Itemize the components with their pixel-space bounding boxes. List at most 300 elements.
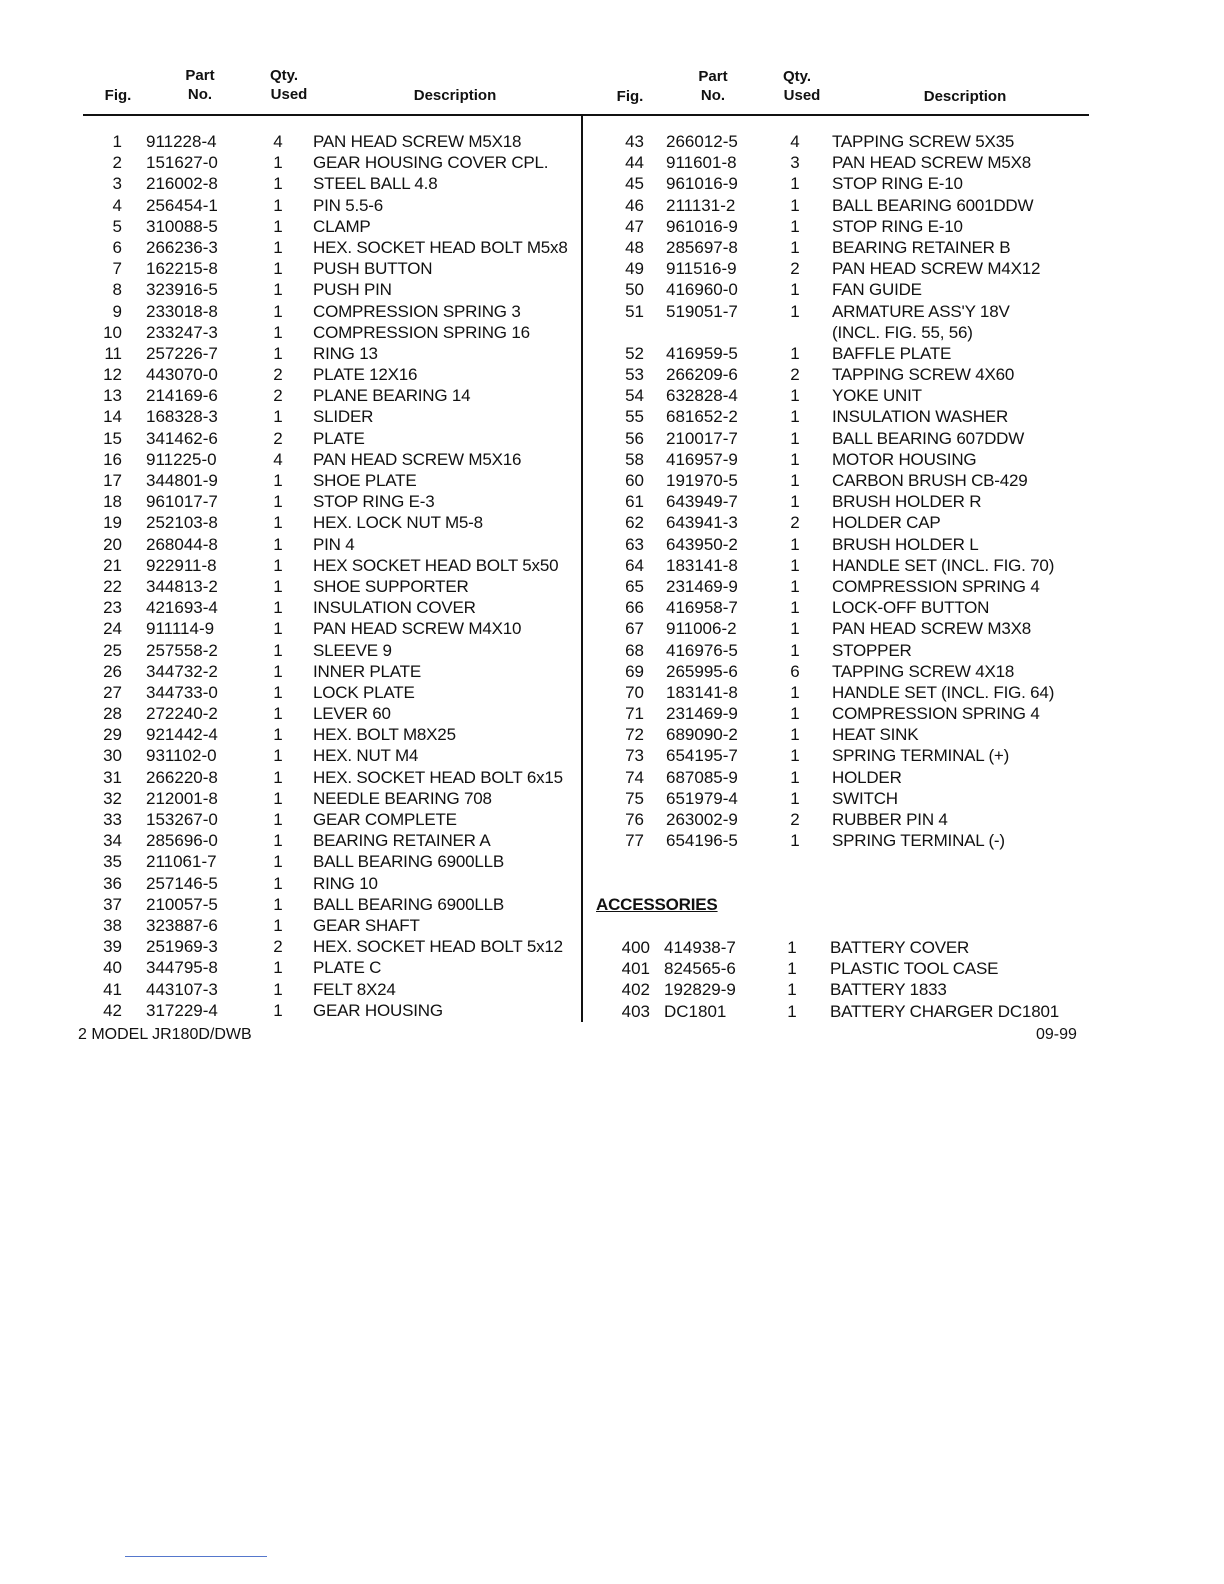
- part-description: HOLDER CAP: [832, 513, 941, 533]
- qty-used: 1: [790, 174, 800, 194]
- part-description: BAFFLE PLATE: [832, 343, 952, 363]
- part-number: 443107-3: [146, 979, 218, 999]
- part-number: 961016-9: [666, 216, 738, 236]
- qty-used: 1: [790, 704, 800, 724]
- part-description: COMPRESSION SPRING 3: [313, 301, 521, 321]
- fig-number: 70: [625, 682, 644, 702]
- part-number: 266236-3: [146, 237, 218, 257]
- part-description: SHOE PLATE: [313, 471, 417, 490]
- header-fig-right: Fig.: [616, 88, 644, 105]
- qty-used: 1: [273, 216, 283, 236]
- fig-number: 76: [625, 810, 644, 829]
- part-number: 911516-9: [666, 259, 737, 279]
- part-description: GEAR COMPLETE: [313, 810, 457, 829]
- part-number: 183141-8: [666, 682, 738, 702]
- qty-used: 1: [787, 959, 797, 979]
- fig-number: 3: [112, 174, 122, 194]
- qty-used: 1: [790, 831, 800, 851]
- fig-number: 6: [112, 237, 122, 257]
- part-number: 961016-9: [666, 174, 738, 194]
- part-number: 323916-5: [146, 280, 218, 300]
- fig-number: 73: [625, 746, 644, 766]
- part-description: RING 10: [313, 873, 378, 893]
- qty-used: 1: [273, 195, 283, 215]
- part-description: SLIDER: [313, 407, 374, 427]
- fig-number: 7: [112, 259, 122, 279]
- part-description: STOP RING E-10: [832, 174, 963, 194]
- fig-number: 14: [103, 407, 122, 427]
- part-number: 151627-0: [146, 153, 218, 173]
- part-description: RUBBER PIN 4: [832, 810, 948, 829]
- qty-used: 1: [273, 852, 283, 872]
- fig-number: 29: [103, 725, 122, 745]
- qty-used: 1: [790, 492, 800, 512]
- part-description: STEEL BALL 4.8: [313, 174, 438, 194]
- fig-number: 66: [625, 598, 644, 618]
- qty-used: 1: [790, 195, 800, 215]
- fig-number: 47: [625, 216, 644, 236]
- qty-used: 1: [790, 280, 800, 300]
- fig-number: 56: [625, 428, 644, 448]
- part-number: 654196-5: [666, 831, 738, 851]
- part-number: 317229-4: [146, 1000, 218, 1020]
- qty-used: 1: [273, 788, 283, 808]
- fig-number: 63: [625, 534, 644, 554]
- part-number: 643949-7: [666, 492, 738, 512]
- fig-number: 1: [112, 132, 122, 151]
- qty-used: 1: [273, 746, 283, 766]
- part-number: 911601-8: [666, 153, 737, 173]
- qty-used: 1: [273, 873, 283, 893]
- qty-used: 1: [790, 682, 800, 702]
- part-number: 921442-4: [146, 725, 218, 745]
- part-description: PAN HEAD SCREW M4X12: [832, 259, 1041, 279]
- fig-number: 5: [112, 216, 122, 236]
- fig-number: 55: [625, 407, 644, 427]
- qty-used: 6: [790, 661, 800, 681]
- fig-number: 26: [103, 661, 122, 681]
- qty-used: 1: [790, 216, 800, 236]
- fig-number: 39: [103, 937, 122, 957]
- part-number: 272240-2: [146, 704, 218, 724]
- qty-used: 1: [790, 767, 800, 787]
- part-description: (INCL. FIG. 55, 56): [832, 322, 973, 342]
- part-number: 231469-9: [666, 576, 738, 596]
- header-part-left: [170, 66, 230, 104]
- fig-number: 60: [625, 471, 644, 490]
- part-description: PAN HEAD SCREW M5X8: [832, 153, 1031, 173]
- fig-number: 48: [625, 237, 644, 257]
- header-description-right: Description: [923, 88, 1007, 105]
- fig-number: 64: [625, 555, 644, 575]
- fig-number: 32: [103, 788, 122, 808]
- part-description: BATTERY 1833: [830, 980, 947, 1000]
- fig-number: 10: [103, 322, 122, 342]
- part-number: 183141-8: [666, 555, 738, 575]
- qty-used: 1: [790, 619, 800, 639]
- part-number: 323887-6: [146, 915, 218, 935]
- qty-used: 1: [273, 322, 283, 342]
- header-part-label: Part: [185, 67, 215, 84]
- fig-number: 50: [625, 280, 644, 300]
- part-description: HEX. NUT M4: [313, 746, 419, 766]
- part-description: STOP RING E-10: [832, 216, 963, 236]
- part-description: BRUSH HOLDER L: [832, 534, 979, 554]
- part-number: 310088-5: [146, 216, 218, 236]
- qty-used: 1: [273, 915, 283, 935]
- qty-used: 1: [273, 534, 283, 554]
- part-number: 416958-7: [666, 598, 738, 618]
- fig-number: 34: [103, 831, 122, 851]
- part-description: TAPPING SCREW 4X60: [832, 365, 1015, 385]
- header-qty-label: Qty.: [783, 68, 812, 85]
- part-number: 210057-5: [146, 894, 218, 914]
- fig-number: 17: [103, 471, 122, 490]
- part-description: SPRING TERMINAL (+): [832, 746, 1010, 766]
- part-number: 643950-2: [666, 534, 738, 554]
- part-description: BEARING RETAINER A: [313, 831, 491, 851]
- part-number: 285696-0: [146, 831, 218, 851]
- fig-number: 401: [621, 959, 650, 979]
- part-number: 911225-0: [146, 449, 217, 469]
- fig-number: 43: [625, 132, 644, 151]
- qty-used: 4: [273, 449, 283, 469]
- part-number: 233018-8: [146, 301, 218, 321]
- part-number: 191970-5: [666, 471, 738, 490]
- qty-used: 1: [273, 958, 283, 978]
- qty-used: 4: [790, 132, 800, 151]
- part-number: 344795-8: [146, 958, 218, 978]
- fig-number: 15: [103, 428, 122, 448]
- part-description: FELT 8X24: [313, 979, 396, 999]
- part-description: PUSH PIN: [313, 280, 392, 300]
- fig-number: 8: [112, 280, 122, 300]
- header-no-label: No.: [700, 87, 726, 104]
- header-part-label: Part: [698, 68, 728, 85]
- qty-used: 2: [273, 428, 283, 448]
- part-number: 210017-7: [666, 428, 738, 448]
- part-number: 416976-5: [666, 640, 738, 660]
- fig-number: 69: [625, 661, 644, 681]
- header-used-label: Used: [270, 86, 308, 103]
- qty-used: 1: [790, 576, 800, 596]
- part-number: 266012-5: [666, 132, 738, 151]
- part-description: BEARING RETAINER B: [832, 237, 1011, 257]
- part-number: 416959-5: [666, 343, 738, 363]
- part-number: 153267-0: [146, 810, 218, 829]
- qty-used: 1: [273, 704, 283, 724]
- part-description: BRUSH HOLDER R: [832, 492, 982, 512]
- header-fig-left: Fig.: [104, 87, 132, 104]
- fig-number: 20: [103, 534, 122, 554]
- header-qty-left: [262, 66, 316, 104]
- qty-used: 1: [790, 343, 800, 363]
- qty-used: 1: [273, 513, 283, 533]
- part-number: 265995-6: [666, 661, 738, 681]
- fig-number: 52: [625, 343, 644, 363]
- part-number: 344733-0: [146, 682, 218, 702]
- qty-used: 1: [787, 938, 797, 957]
- qty-used: 1: [787, 1001, 797, 1021]
- fig-number: 71: [625, 704, 644, 724]
- part-number: 931102-0: [146, 746, 217, 766]
- part-number: 651979-4: [666, 788, 738, 808]
- part-number: 251969-3: [146, 937, 218, 957]
- part-description: HEAT SINK: [832, 725, 919, 745]
- part-description: BALL BEARING 6001DDW: [832, 195, 1034, 215]
- part-number: 643941-3: [666, 513, 738, 533]
- part-number: 344813-2: [146, 576, 218, 596]
- qty-used: 2: [790, 365, 800, 385]
- qty-used: 1: [790, 725, 800, 745]
- qty-used: 1: [273, 894, 283, 914]
- part-description: HEX SOCKET HEAD BOLT 5x50: [313, 555, 559, 575]
- qty-used: 1: [273, 471, 283, 490]
- part-number: 162215-8: [146, 259, 218, 279]
- qty-used: 1: [273, 979, 283, 999]
- part-number: 681652-2: [666, 407, 738, 427]
- header-used-label: Used: [783, 87, 821, 104]
- part-description: HANDLE SET (INCL. FIG. 70): [832, 555, 1055, 575]
- qty-used: 1: [273, 661, 283, 681]
- part-number: 216002-8: [146, 174, 218, 194]
- header-divider: [83, 114, 1089, 116]
- footer-date: 09-99: [1036, 1026, 1077, 1043]
- qty-used: 1: [273, 576, 283, 596]
- part-description: CARBON BRUSH CB-429: [832, 471, 1028, 490]
- part-description: HEX. SOCKET HEAD BOLT M5x8: [313, 237, 568, 257]
- part-number: 416957-9: [666, 449, 738, 469]
- qty-used: 1: [790, 449, 800, 469]
- qty-used: 1: [273, 725, 283, 745]
- part-description: COMPRESSION SPRING 16: [313, 322, 530, 342]
- qty-used: 1: [787, 980, 797, 1000]
- fig-number: 28: [103, 704, 122, 724]
- part-description: TAPPING SCREW 5X35: [832, 132, 1015, 151]
- part-description: MOTOR HOUSING: [832, 449, 977, 469]
- qty-used: 1: [790, 471, 800, 490]
- part-description: PIN 5.5-6: [313, 195, 384, 215]
- fig-number: 68: [625, 640, 644, 660]
- part-number: 421693-4: [146, 598, 218, 618]
- fig-number: 33: [103, 810, 122, 829]
- fig-number: 46: [625, 195, 644, 215]
- fig-number: 9: [112, 301, 122, 321]
- part-description: STOP RING E-3: [313, 492, 435, 512]
- fig-number: 35: [103, 852, 122, 872]
- fig-number: 58: [625, 449, 644, 469]
- part-number: 416960-0: [666, 280, 738, 300]
- qty-used: 1: [273, 174, 283, 194]
- part-number: 252103-8: [146, 513, 218, 533]
- qty-used: 1: [790, 640, 800, 660]
- fig-number: 21: [103, 555, 122, 575]
- part-number: 632828-4: [666, 386, 738, 406]
- part-description: PAN HEAD SCREW M3X8: [832, 619, 1031, 639]
- qty-used: 1: [273, 810, 283, 829]
- part-description: BALL BEARING 607DDW: [832, 428, 1025, 448]
- fig-number: 12: [103, 365, 122, 385]
- part-description: INNER PLATE: [313, 661, 422, 681]
- fig-number: 37: [103, 894, 122, 914]
- qty-used: 2: [273, 937, 283, 957]
- fig-number: 36: [103, 873, 122, 893]
- part-number: 689090-2: [666, 725, 738, 745]
- part-number: 211061-7: [146, 852, 217, 872]
- fig-number: 65: [625, 576, 644, 596]
- part-description: HOLDER: [832, 767, 902, 787]
- part-description: PAN HEAD SCREW M5X18: [313, 132, 522, 151]
- fig-number: 19: [103, 513, 122, 533]
- qty-used: 1: [790, 598, 800, 618]
- part-description: HEX. LOCK NUT M5-8: [313, 513, 483, 533]
- part-number: 911114-9: [146, 619, 215, 639]
- part-description: SLEEVE 9: [313, 640, 392, 660]
- part-description: SWITCH: [832, 788, 898, 808]
- qty-used: 1: [790, 534, 800, 554]
- part-number: 344801-9: [146, 471, 218, 490]
- qty-used: 1: [273, 619, 283, 639]
- header-qty-right: [775, 67, 829, 105]
- part-description: HANDLE SET (INCL. FIG. 64): [832, 682, 1055, 702]
- part-number: 414938-7: [664, 938, 736, 957]
- qty-used: 1: [790, 428, 800, 448]
- header-qty-label: Qty.: [270, 67, 299, 84]
- part-description: BATTERY CHARGER DC1801: [830, 1001, 1059, 1021]
- fig-number: 400: [621, 938, 650, 957]
- part-description: PLANE BEARING 14: [313, 386, 471, 406]
- qty-used: 1: [273, 153, 283, 173]
- part-description: ARMATURE ASS'Y 18V: [832, 301, 1010, 321]
- qty-used: 1: [273, 301, 283, 321]
- part-description: BALL BEARING 6900LLB: [313, 894, 504, 914]
- part-number: 266209-6: [666, 365, 738, 385]
- qty-used: 1: [273, 407, 283, 427]
- part-description: BALL BEARING 6900LLB: [313, 852, 504, 872]
- header-part-right: [683, 67, 743, 105]
- fig-number: 25: [103, 640, 122, 660]
- fig-number: 403: [621, 1001, 650, 1021]
- part-description: BATTERY COVER: [830, 938, 970, 957]
- fig-number: 54: [625, 386, 644, 406]
- fig-number: 51: [625, 301, 644, 321]
- qty-used: 1: [790, 301, 800, 321]
- qty-used: 1: [790, 407, 800, 427]
- bottom-underline: [125, 1556, 267, 1557]
- fig-number: 72: [625, 725, 644, 745]
- fig-number: 42: [103, 1000, 122, 1020]
- part-number: 257146-5: [146, 873, 218, 893]
- qty-used: 1: [273, 280, 283, 300]
- part-number: 922911-8: [146, 555, 217, 575]
- part-description: PAN HEAD SCREW M5X16: [313, 449, 522, 469]
- qty-used: 1: [790, 555, 800, 575]
- qty-used: 1: [273, 343, 283, 363]
- part-description: RING 13: [313, 343, 378, 363]
- part-number: 285697-8: [666, 237, 738, 257]
- part-description: TAPPING SCREW 4X18: [832, 661, 1015, 681]
- part-description: FAN GUIDE: [832, 280, 922, 300]
- qty-used: 1: [273, 555, 283, 575]
- fig-number: 24: [103, 619, 122, 639]
- fig-number: 22: [103, 576, 122, 596]
- qty-used: 1: [273, 831, 283, 851]
- column-divider: [581, 115, 583, 1022]
- qty-used: 1: [273, 259, 283, 279]
- part-description: INSULATION COVER: [313, 598, 476, 618]
- part-number: 341462-6: [146, 428, 218, 448]
- qty-used: 1: [273, 767, 283, 787]
- part-description: YOKE UNIT: [832, 386, 922, 406]
- fig-number: 23: [103, 598, 122, 618]
- fig-number: 38: [103, 915, 122, 935]
- fig-number: 61: [625, 492, 644, 512]
- part-description: PLATE: [313, 428, 365, 448]
- part-description: LOCK-OFF BUTTON: [832, 598, 990, 618]
- part-description: HEX. SOCKET HEAD BOLT 6x15: [313, 767, 563, 787]
- part-description: CLAMP: [313, 216, 371, 236]
- fig-number: 53: [625, 365, 644, 385]
- part-number: DC1801: [664, 1001, 727, 1021]
- qty-used: 2: [790, 513, 800, 533]
- part-description: PIN 4: [313, 534, 355, 554]
- part-number: 263002-9: [666, 810, 738, 829]
- part-number: 233247-3: [146, 322, 218, 342]
- part-description: SHOE SUPPORTER: [313, 576, 469, 596]
- fig-number: 2: [112, 153, 122, 173]
- fig-number: 13: [103, 386, 122, 406]
- fig-number: 402: [621, 980, 650, 1000]
- part-number: 266220-8: [146, 767, 218, 787]
- fig-number: 4: [112, 195, 122, 215]
- part-description: SPRING TERMINAL (-): [832, 831, 1005, 851]
- part-number: 256454-1: [146, 195, 218, 215]
- qty-used: 2: [273, 386, 283, 406]
- part-number: 344732-2: [146, 661, 218, 681]
- fig-number: 40: [103, 958, 122, 978]
- part-number: 257558-2: [146, 640, 218, 660]
- fig-number: 16: [103, 449, 122, 469]
- qty-used: 2: [790, 259, 800, 279]
- part-description: NEEDLE BEARING 708: [313, 788, 492, 808]
- part-description: INSULATION WASHER: [832, 407, 1009, 427]
- part-number: 687085-9: [666, 767, 738, 787]
- part-description: PAN HEAD SCREW M4X10: [313, 619, 522, 639]
- part-description: PLATE 12X16: [313, 365, 418, 385]
- qty-used: 3: [790, 153, 800, 173]
- part-number: 961017-7: [146, 492, 218, 512]
- part-number: 192829-9: [664, 980, 736, 1000]
- accessories-title: ACCESSORIES: [596, 895, 718, 914]
- part-number: 911006-2: [666, 619, 737, 639]
- qty-used: 1: [790, 386, 800, 406]
- header-description-left: Description: [413, 87, 497, 104]
- qty-used: 1: [273, 598, 283, 618]
- fig-number: 31: [103, 767, 122, 787]
- fig-number: 49: [625, 259, 644, 279]
- part-number: 824565-6: [664, 959, 736, 979]
- qty-used: 1: [273, 682, 283, 702]
- fig-number: 18: [103, 492, 122, 512]
- part-description: PLASTIC TOOL CASE: [830, 959, 999, 979]
- qty-used: 1: [790, 746, 800, 766]
- fig-number: 77: [625, 831, 644, 851]
- qty-used: 4: [273, 132, 283, 151]
- part-number: 214169-6: [146, 386, 218, 406]
- part-description: GEAR SHAFT: [313, 915, 420, 935]
- part-description: PUSH BUTTON: [313, 259, 433, 279]
- header-no-label: No.: [187, 86, 213, 103]
